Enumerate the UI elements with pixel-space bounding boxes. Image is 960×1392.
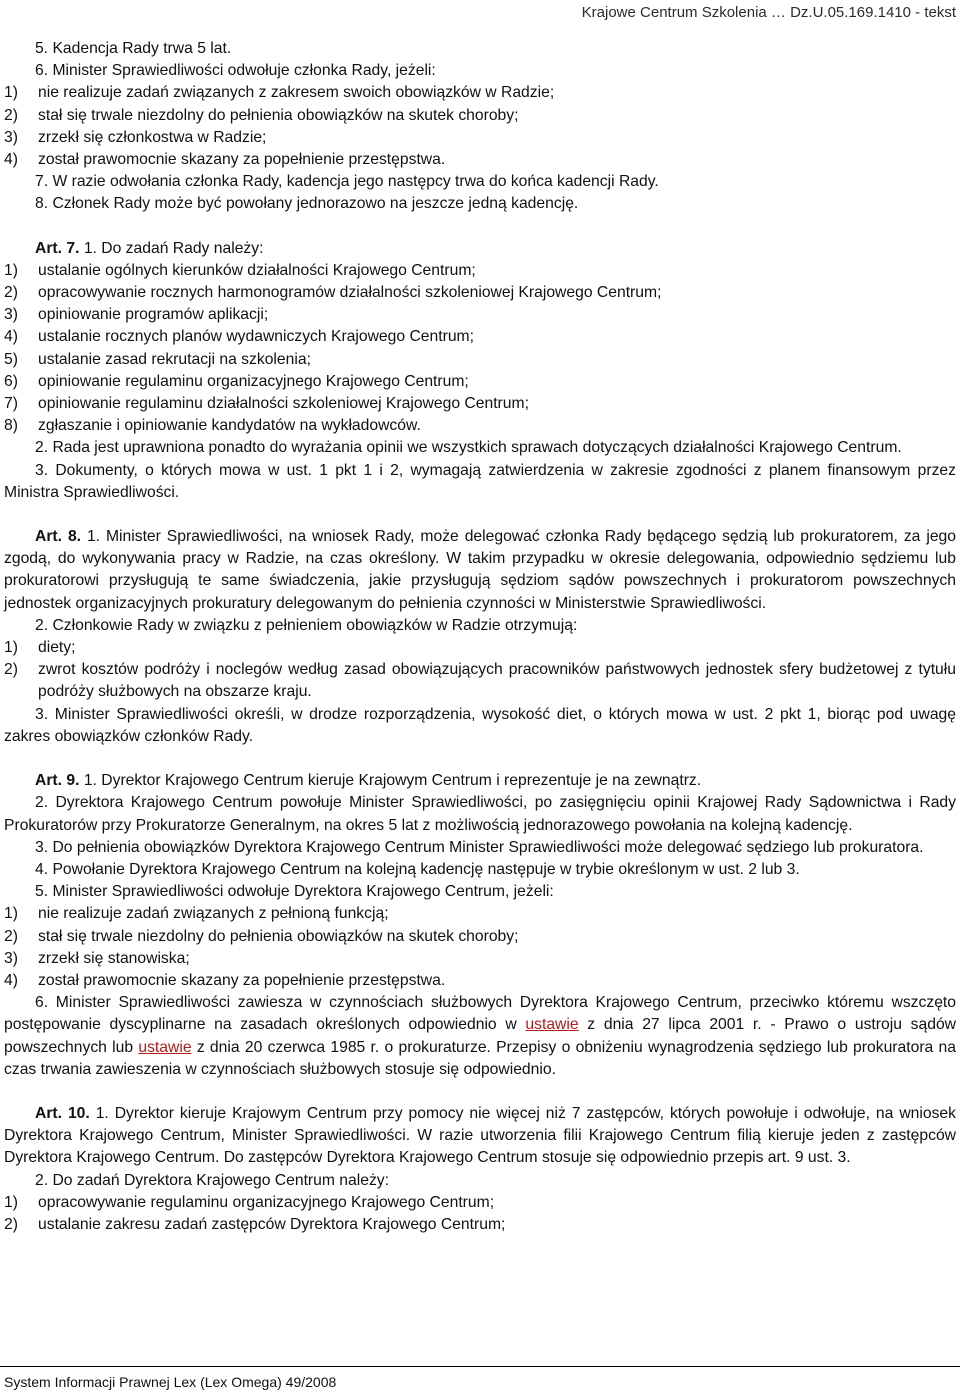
list-item-text: ustalanie ogólnych kierunków działalności Krajowego Centrum; xyxy=(38,261,476,279)
document-body xyxy=(4,38,956,1236)
list-item-number: 2) xyxy=(4,927,18,945)
list-item-number: 2) xyxy=(4,1215,18,1233)
list-item-text: został prawomocnie skazany za popełnienie przestępstwa. xyxy=(38,151,446,169)
list-item xyxy=(4,304,956,326)
list-item-text: ustalanie zasad rekrutacji na szkolenia; xyxy=(38,350,311,368)
list-item xyxy=(4,948,956,970)
list-item xyxy=(4,1192,956,1214)
list-item-text: opiniowanie programów aplikacji; xyxy=(38,306,269,324)
list-item xyxy=(4,970,956,992)
art7-par2: 2. Rada jest uprawniona ponadto do wyrażania opinii we wszystkich sprawach dotyczących działalności Krajowego Centrum. xyxy=(35,439,902,457)
list-item-number: 3) xyxy=(4,128,18,146)
art8-par2: 2. Członkowie Rady w związku z pełnieniem obowiązków w Radzie otrzymują: xyxy=(35,616,578,634)
document-header: Krajowe Centrum Szkolenia … Dz.U.05.169.1410 - tekst xyxy=(581,4,956,21)
list-item-number: 1) xyxy=(4,1193,18,1211)
section-gap xyxy=(4,216,956,238)
art10-par1-text: 1. Dyrektor kieruje Krajowym Centrum przy pomocy nie więcej niż 7 zastępców, których powołuje i odwołuje, na wniosek Dyrektora Krajowego Centrum, Minister Sprawiedliwości. W razie utworzenia filii Krajowego Centrum filią kieruje jeden z zastępców Dyrektora Krajowego Centrum. Do zastępców Dyrektora Krajowego Centrum stosuje się odpowiednio przepis art. 9 ust. 3. xyxy=(4,1104,956,1167)
list-item-text: opiniowanie regulaminu organizacyjnego Krajowego Centrum; xyxy=(38,372,469,390)
art9-par1-text: 1. Dyrektor Krajowego Centrum kieruje Krajowym Centrum i reprezentuje je na zewnątrz. xyxy=(79,772,702,790)
art9-par6-text-b: z dnia 27 lipca 2001 r. - Prawo o ustroju sądów powszechnych lub xyxy=(4,1016,956,1056)
list-item xyxy=(4,637,956,659)
list-item-text: diety; xyxy=(38,639,76,657)
list-item xyxy=(4,149,956,171)
list-item xyxy=(4,349,956,371)
art9-par3: 3. Do pełnienia obowiązków Dyrektora Krajowego Centrum Minister Sprawiedliwości może delegować sędziego lub prokuratora. xyxy=(35,838,924,856)
article-heading: Art. 7. xyxy=(35,239,80,257)
list-item-number: 3) xyxy=(4,949,18,967)
list-item xyxy=(4,659,956,703)
art8-par1-text: 1. Minister Sprawiedliwości, na wniosek Rady, może delegować członka Rady będącego sędzią lub prokuratorem, za jego zgodą, do wykonywania pracy w Radzie, na czas określony. W takim przypadku w okresie delegowania, odpowiednio sędziemu lub prokuratorowi przysługują te same świadczenia, jakie przysługują sędziom sądów powszechnych i prokuratorom powszechnych jednostek organizacyjnych prokuratury delegowanym do pełnienia czynności w Ministerstwie Sprawiedliwości. xyxy=(4,528,956,612)
list-item xyxy=(4,127,956,149)
list-item-number: 1) xyxy=(4,639,18,657)
list-item-number: 4) xyxy=(4,971,18,989)
list-item-number: 1) xyxy=(4,261,18,279)
list-item-number: 5) xyxy=(4,350,18,368)
list-item xyxy=(4,326,956,348)
art9-par2: 2. Dyrektora Krajowego Centrum powołuje Minister Sprawiedliwości, po zasięgnięciu opinii Krajowej Rady Sądownictwa i Rady Prokuratorów przy Prokuratorze Generalnym, na okres 5 lat z możliwością jednorazowego powołania na kolejną kadencję. xyxy=(4,794,956,834)
list-item-text: zrzekł się stanowiska; xyxy=(38,949,190,967)
list-item-number: 3) xyxy=(4,306,18,324)
footer-divider xyxy=(0,1366,960,1367)
list-item-text: ustalanie rocznych planów wydawniczych Krajowego Centrum; xyxy=(38,328,474,346)
art9-par6-text-c: z dnia 20 czerwca 1985 r. o prokuraturze. Przepisy o obniżeniu wynagrodzenia sędziego lub prokuratora na czas trwania zawieszenia w czynnościach służbowych stosuje się odpowiednio. xyxy=(4,1038,956,1078)
article-heading: Art. 9. xyxy=(35,772,80,790)
list-item xyxy=(4,1214,956,1236)
art9-par1 xyxy=(4,770,956,792)
list-item xyxy=(4,260,956,282)
list-item xyxy=(4,415,956,437)
list-item xyxy=(4,371,956,393)
list-item-number: 1) xyxy=(4,84,18,102)
list-item xyxy=(4,926,956,948)
list-item-text: opiniowanie regulaminu działalności szkoleniowej Krajowego Centrum; xyxy=(38,395,529,413)
art6-par5: 5. Kadencja Rady trwa 5 lat. xyxy=(35,40,232,57)
art6-par6: 6. Minister Sprawiedliwości odwołuje członka Rady, jeżeli: xyxy=(35,62,436,80)
art9-par6 xyxy=(4,992,956,1081)
art6-par8: 8. Członek Rady może być powołany jednorazowo na jeszcze jedną kadencję. xyxy=(35,195,579,213)
list-item-number: 2) xyxy=(4,106,18,124)
article-heading: Art. 8. xyxy=(35,528,82,546)
section-gap xyxy=(4,504,956,526)
list-item xyxy=(4,393,956,415)
art10-par1 xyxy=(4,1103,956,1170)
list-item xyxy=(4,82,956,104)
list-item-text: opracowywanie rocznych harmonogramów działalności szkoleniowej Krajowego Centrum; xyxy=(38,284,662,302)
list-item-text: zgłaszanie i opiniowanie kandydatów na wykładowców. xyxy=(38,417,421,435)
list-item-number: 4) xyxy=(4,151,18,169)
list-item xyxy=(4,105,956,127)
art9-par6-text-a: 6. Minister Sprawiedliwości zawiesza w czynnościach służbowych Dyrektora Krajowego Centrum, przeciwko któremu wszczęto postępowanie dyscyplinarne na zasadach określonych odpowiednio w xyxy=(4,994,956,1034)
list-item-number: 2) xyxy=(4,661,18,679)
list-item-number: 2) xyxy=(4,284,18,302)
statute-link[interactable]: ustawie xyxy=(525,1016,579,1034)
art9-par4: 4. Powołanie Dyrektora Krajowego Centrum na kolejną kadencję następuje w trybie określonym w ust. 2 lub 3. xyxy=(35,860,800,878)
list-item-text: zrzekł się członkostwa w Radzie; xyxy=(38,128,267,146)
list-item-text: stał się trwale niezdolny do pełnienia obowiązków na skutek choroby; xyxy=(38,927,519,945)
statute-link[interactable]: ustawie xyxy=(138,1038,192,1056)
list-item-text: ustalanie zakresu zadań zastępców Dyrektora Krajowego Centrum; xyxy=(38,1215,506,1233)
list-item-number: 6) xyxy=(4,372,18,390)
list-item-text: opracowywanie regulaminu organizacyjnego Krajowego Centrum; xyxy=(38,1193,495,1211)
list-item-text: nie realizuje zadań związanych z zakresem swoich obowiązków w Radzie; xyxy=(38,84,555,102)
list-item-text: zwrot kosztów podróży i noclegów według zasad obowiązujących pracowników państwowych jednostek sfery budżetowej z tytułu podróży służbowych na obszarze kraju. xyxy=(38,661,956,701)
art8-par3: 3. Minister Sprawiedliwości określi, w drodze rozporządzenia, wysokość diet, o których mowa w ust. 2 pkt 1, biorąc pod uwagę zakres obowiązków członków Rady. xyxy=(4,705,956,745)
art8-par1 xyxy=(4,526,956,615)
list-item-number: 1) xyxy=(4,905,18,923)
art7-par1-text: 1. Do zadań Rady należy: xyxy=(79,239,264,257)
list-item-text: został prawomocnie skazany za popełnienie przestępstwa. xyxy=(38,971,446,989)
section-gap xyxy=(4,748,956,770)
list-item-number: 4) xyxy=(4,328,18,346)
list-item-number: 8) xyxy=(4,417,18,435)
art6-par7: 7. W razie odwołania członka Rady, kadencja jego następcy trwa do końca kadencji Rady. xyxy=(35,173,659,191)
art7-par1 xyxy=(4,238,956,260)
art9-par5: 5. Minister Sprawiedliwości odwołuje Dyrektora Krajowego Centrum, jeżeli: xyxy=(35,883,554,901)
list-item-text: nie realizuje zadań związanych z pełnioną funkcją; xyxy=(38,905,389,923)
article-heading: Art. 10. xyxy=(35,1104,90,1122)
section-gap xyxy=(4,1081,956,1103)
art10-par2: 2. Do zadań Dyrektora Krajowego Centrum należy: xyxy=(35,1171,390,1189)
list-item xyxy=(4,903,956,925)
list-item-number: 7) xyxy=(4,395,18,413)
document-footer: System Informacji Prawnej Lex (Lex Omega) 49/2008 xyxy=(4,1374,337,1390)
list-item xyxy=(4,282,956,304)
list-item-text: stał się trwale niezdolny do pełnienia obowiązków na skutek choroby; xyxy=(38,106,519,124)
art7-par3: 3. Dokumenty, o których mowa w ust. 1 pkt 1 i 2, wymagają zatwierdzenia w zakresie zgodności z planem finansowym przez Ministra Sprawiedliwości. xyxy=(4,461,956,501)
